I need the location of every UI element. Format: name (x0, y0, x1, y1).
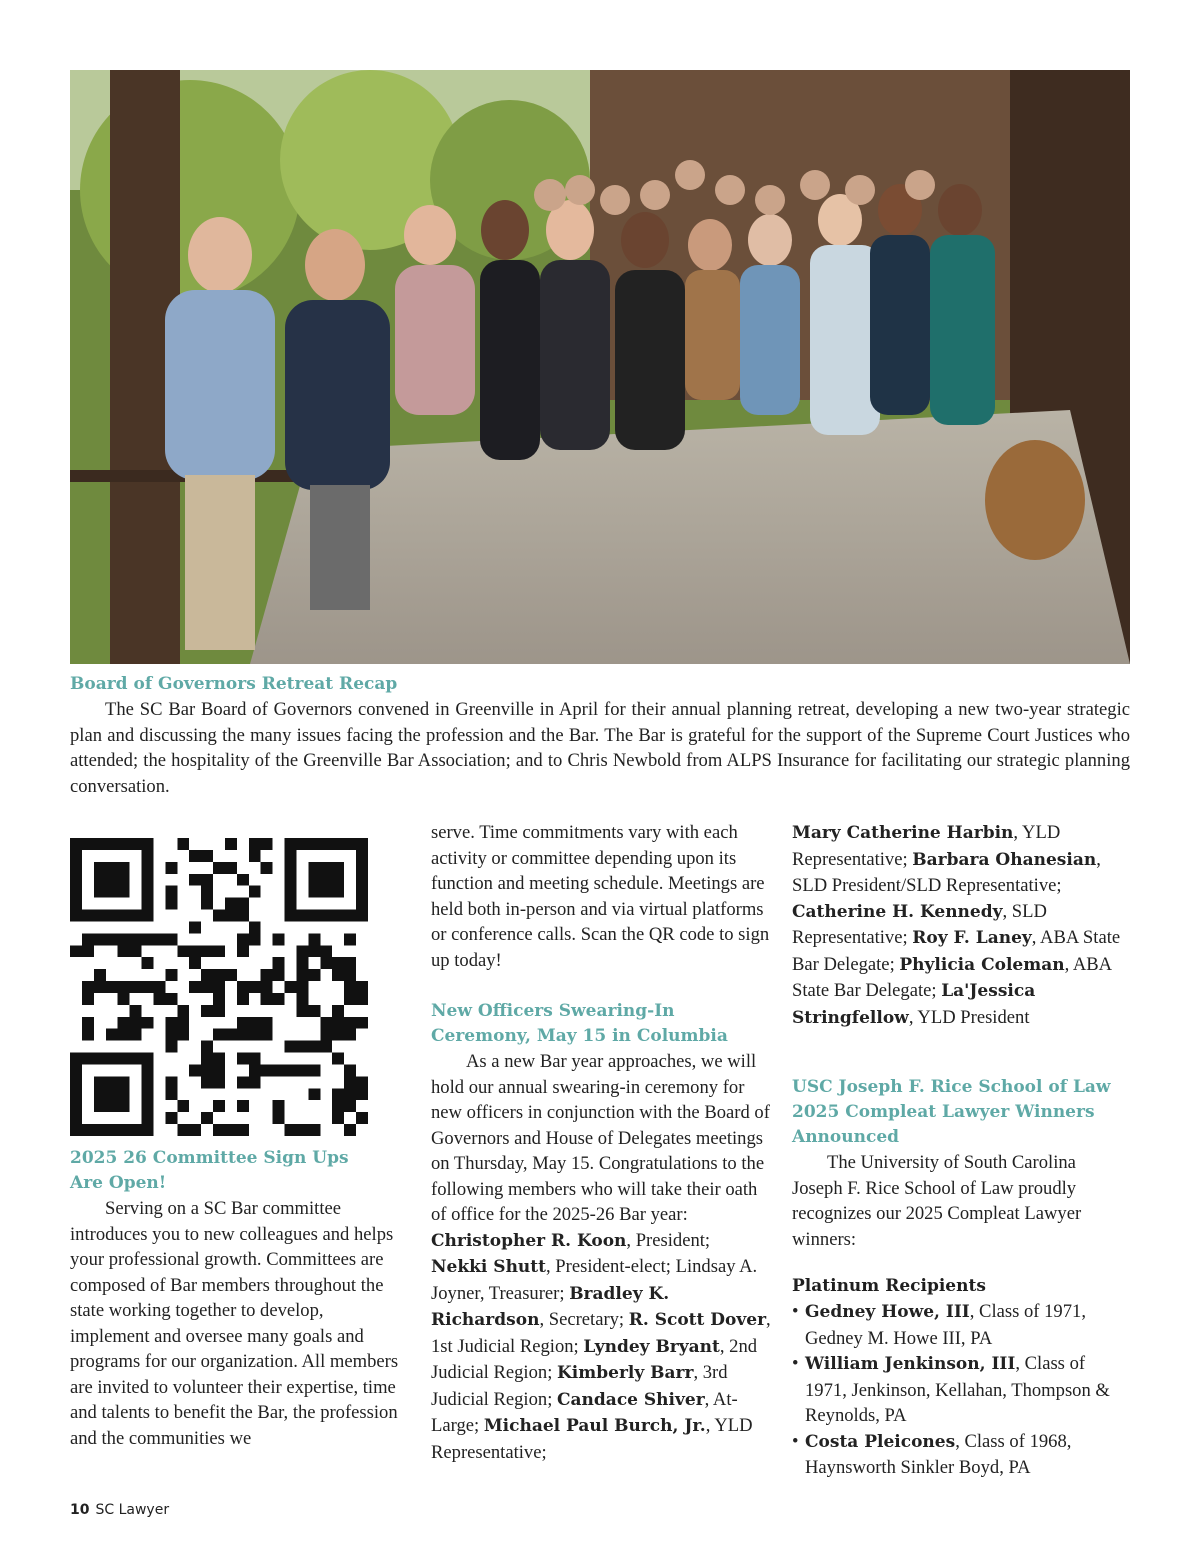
group-photo (70, 70, 1130, 664)
column-1 (70, 820, 400, 1451)
officer-name: Michael Paul Burch, Jr. (483, 1416, 706, 1436)
column-2 (431, 820, 771, 1465)
committee-signup-qr-code[interactable] (70, 838, 368, 1136)
officer-name: Catherine H. Kennedy (792, 901, 1003, 922)
retreat-recap-heading: Board of Governors Retreat Recap (70, 674, 398, 694)
recipient-item: • Costa Pleicones, Class of 1968, Haynsworth Sinkler Boyd, PA (792, 1429, 1130, 1481)
recipient-list (792, 1299, 1130, 1481)
usc-intro: The University of South Carolina Joseph F. Rice School of Law proudly recognizes our 2025 Compleat Lawyer winners: (792, 1152, 1082, 1250)
officer-list (431, 1230, 771, 1463)
recipient-name: William Jenkinson, III (805, 1354, 1016, 1374)
officer-entry: Kimberly Barr, 3rd Judicial Region; (431, 1362, 728, 1410)
recipient-item: • Gedney Howe, III, Class of 1971, Gedney M. Howe III, PA (792, 1299, 1130, 1351)
officer-list-continued (792, 820, 1130, 1031)
retreat-recap-body: The SC Bar Board of Governors convened in Greenville in April for their annual planning retreat, developing a new two-year strategic plan and discussing the many issues facing the profession and the Bar. The Bar is grateful for the support of the Supreme Court Justices who attended; the hospitality of the Greenville Bar Association; and to Chris Newbold from ALPS Insurance for facilitating our strategic planning conversation. (70, 699, 1130, 797)
recipient-name: Costa Pleicones (805, 1431, 956, 1452)
officer-entry: Bradley K. Richardson, Secretary; (431, 1283, 670, 1330)
officer-name: La'Jessica Stringfellow (792, 981, 1036, 1028)
officers-body (431, 1049, 771, 1465)
officer-entry: Catherine H. Kennedy, SLD Representative; (792, 900, 1047, 948)
committee-body: Serving on a SC Bar committee introduces you to new colleagues and helps your professional growth. Committees are composed of Bar members throughout the state working together to develop, implement and oversee many goals and programs for our organization. All members are invited to volunteer their expertise, time and talents to benefit the Bar, the profession and the communities we (70, 1198, 399, 1449)
officer-name: Mary Catherine Harbin (792, 823, 1014, 843)
officer-entry: Nekki Shutt, President-elect; (431, 1256, 676, 1277)
group-photo-illustration (70, 70, 1130, 664)
officer-entry: Phylicia Coleman, ABA State Bar Delegate; (792, 953, 1112, 1001)
officer-entry: Candace Shiver, At-Large; (431, 1388, 738, 1436)
recipient-name: Gedney Howe, III (805, 1302, 970, 1322)
publication-name: SC Lawyer (95, 1502, 170, 1518)
officer-entry: R. Scott Dover, 1st Judicial Region; (431, 1309, 771, 1357)
page-number: 10 (70, 1502, 90, 1518)
officer-name: Candace Shiver (557, 1389, 705, 1410)
officer-name: Lyndey Bryant (583, 1336, 720, 1357)
officer-entry: Lyndey Bryant, 2nd Judicial Region; (431, 1335, 758, 1383)
officer-entry: Michael Paul Burch, Jr., YLD Representative; (431, 1415, 753, 1463)
column-3 (792, 820, 1130, 1481)
committee-heading (70, 1146, 400, 1196)
committee-heading-line2: Are Open! (70, 1173, 167, 1193)
officer-entry: La'Jessica Stringfellow, YLD President (792, 981, 1036, 1028)
officers-intro: As a new Bar year approaches, we will hold our annual swearing-in ceremony for new officers in conjunction with the Board of Governors and House of Delegates meetings on Thursday, May 15. Congratulations to the following members who will take their oath of office for the 2025-26 Bar year: (431, 1051, 770, 1225)
officer-name: Nekki Shutt (431, 1257, 546, 1277)
officer-name: Barbara Ohanesian (912, 849, 1097, 870)
officer-entry: Lindsay A. Joyner, Treasurer; (431, 1256, 758, 1304)
usc-heading: USC Joseph F. Rice School of Law 2025 Compleat Lawyer Winners Announced (792, 1077, 1111, 1147)
retreat-recap-section (70, 672, 1130, 799)
page-footer (70, 1502, 169, 1518)
committee-heading-line1: 2025 26 Committee Sign Ups (70, 1148, 349, 1168)
officer-entry: Barbara Ohanesian, SLD President/SLD Representative; (792, 848, 1101, 896)
officer-entry: Mary Catherine Harbin, YLD Representative; (792, 822, 1061, 870)
officer-entry: Roy F. Laney, ABA State Bar Delegate; (792, 927, 1121, 975)
platinum-subheading: Platinum Recipients (792, 1276, 986, 1296)
officer-name: Phylicia Coleman (899, 954, 1065, 975)
officer-name: Kimberly Barr (557, 1363, 694, 1383)
committee-body-continued: serve. Time commitments vary with each activity or committee depending upon its function and meeting schedule. Meetings are held both in-person and via virtual platforms or conference calls. Scan the QR code to sign up today! (431, 822, 770, 971)
recipient-item: • William Jenkinson, III, Class of 1971, Jenkinson, Kellahan, Thompson & Reynolds, PA (792, 1351, 1130, 1429)
officer-entry: Christopher R. Koon, President; (431, 1229, 711, 1251)
officer-name: Roy F. Laney (912, 928, 1032, 948)
officer-name: Christopher R. Koon (431, 1230, 627, 1251)
officer-name: Bradley K. Richardson (431, 1283, 670, 1330)
officer-name: R. Scott Dover (628, 1310, 767, 1330)
officers-heading: New Officers Swearing-In Ceremony, May 15 in Columbia (431, 1001, 728, 1046)
